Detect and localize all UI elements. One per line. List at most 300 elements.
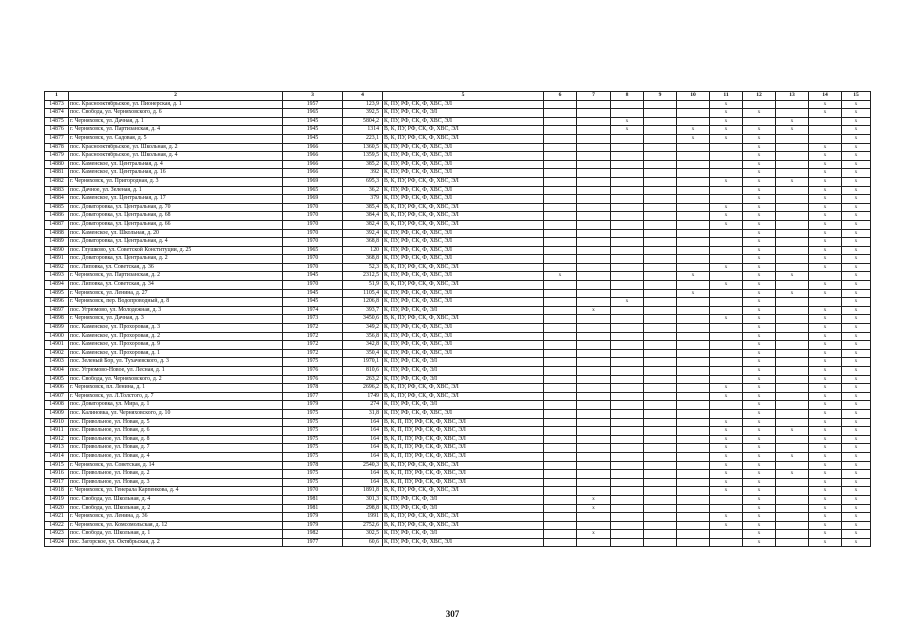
table-row bbox=[45, 177, 871, 186]
systems-cell: К, ПУ, РФ, СК, Ф, ХВС, ЭЛ bbox=[383, 272, 544, 281]
address-cell: пос. Доваторовка, ул. Мира, д. 1 bbox=[69, 401, 283, 410]
mark-cell-col-13 bbox=[776, 375, 809, 384]
mark-cell-col-8 bbox=[611, 418, 644, 427]
table-header-row bbox=[45, 92, 871, 101]
mark-cell-col-10: х bbox=[677, 272, 710, 281]
mark-cell-col-13 bbox=[776, 315, 809, 324]
row-number-cell: 14900 bbox=[45, 332, 69, 341]
mark-cell-col-12: х bbox=[743, 126, 776, 135]
mark-cell-col-10 bbox=[677, 186, 710, 195]
mark-cell-col-14: х bbox=[809, 487, 842, 496]
column-header-13: 13 bbox=[776, 92, 809, 101]
row-number-cell: 14891 bbox=[45, 255, 69, 264]
address-cell: пос. Каменское, ул. Центральная, д. 16 bbox=[69, 169, 283, 178]
mark-cell-col-7 bbox=[577, 461, 611, 470]
table-row bbox=[45, 478, 871, 487]
mark-cell-col-12: х bbox=[743, 444, 776, 453]
mark-cell-col-8 bbox=[611, 246, 644, 255]
mark-cell-col-11 bbox=[710, 409, 743, 418]
systems-cell: В, К, ПУ, РФ, СК, Ф, ХВС, ЭЛ bbox=[383, 134, 544, 143]
systems-cell: К, ПУ, РФ, СК, Ф, ХВС, ЭЛ bbox=[383, 255, 544, 264]
column-header-6: 6 bbox=[544, 92, 577, 101]
mark-cell-col-15: х bbox=[842, 461, 871, 470]
year-cell: 1975 bbox=[283, 478, 343, 487]
area-cell: 349,2 bbox=[343, 324, 383, 333]
mark-cell-col-11 bbox=[710, 332, 743, 341]
mark-cell-col-15: х bbox=[842, 367, 871, 376]
mark-cell-col-11: х bbox=[710, 418, 743, 427]
mark-cell-col-6 bbox=[544, 427, 577, 436]
row-number-cell: 14898 bbox=[45, 315, 69, 324]
address-cell: г. Черняховск, ул. Генерала Карпенкова, д. 4 bbox=[69, 487, 283, 496]
systems-cell: В, К, ПУ, РФ, СК, Ф, ХВС, ЭЛ bbox=[383, 177, 544, 186]
mark-cell-col-11: х bbox=[710, 220, 743, 229]
mark-cell-col-10 bbox=[677, 195, 710, 204]
mark-cell-col-7 bbox=[577, 427, 611, 436]
mark-cell-col-7 bbox=[577, 195, 611, 204]
address-cell: г. Черняховск, ул. Л.Толстого, д. 7 bbox=[69, 392, 283, 401]
mark-cell-col-12: х bbox=[743, 461, 776, 470]
year-cell: 1970 bbox=[283, 255, 343, 264]
mark-cell-col-6 bbox=[544, 281, 577, 290]
address-cell: пос. Каменское, ул. Центральная, д. 17 bbox=[69, 195, 283, 204]
address-cell: г. Черняховск, ул. Комсомольская, д. 12 bbox=[69, 521, 283, 530]
mark-cell-col-14 bbox=[809, 117, 842, 126]
mark-cell-col-12: х bbox=[743, 513, 776, 522]
systems-cell: В, К, П, ПУ, РФ, СК, Ф, ХВС, ЭЛ bbox=[383, 452, 544, 461]
mark-cell-col-6 bbox=[544, 289, 577, 298]
mark-cell-col-7 bbox=[577, 435, 611, 444]
table-row bbox=[45, 504, 871, 513]
table-row bbox=[45, 358, 871, 367]
area-cell: 1991 bbox=[343, 513, 383, 522]
column-header-1: 1 bbox=[45, 92, 69, 101]
table-row bbox=[45, 100, 871, 109]
table-row bbox=[45, 203, 871, 212]
year-cell: 1957 bbox=[283, 100, 343, 109]
mark-cell-col-15: х bbox=[842, 220, 871, 229]
mark-cell-col-13 bbox=[776, 332, 809, 341]
mark-cell-col-12: х bbox=[743, 203, 776, 212]
mark-cell-col-11 bbox=[710, 160, 743, 169]
mark-cell-col-13 bbox=[776, 418, 809, 427]
address-cell: г. Черняховск, пер. Водопроводный, д. 8 bbox=[69, 298, 283, 307]
mark-cell-col-14: х bbox=[809, 444, 842, 453]
mark-cell-col-15: х bbox=[842, 315, 871, 324]
mark-cell-col-14: х bbox=[809, 435, 842, 444]
year-cell: 1970 bbox=[283, 487, 343, 496]
systems-cell: В, К, ПУ, РФ, СК, Ф, ХВС, ЭЛ bbox=[383, 281, 544, 290]
table-row bbox=[45, 195, 871, 204]
mark-cell-col-11 bbox=[710, 143, 743, 152]
mark-cell-col-9 bbox=[644, 212, 677, 221]
table-row bbox=[45, 169, 871, 178]
mark-cell-col-15: х bbox=[842, 177, 871, 186]
systems-cell: В, К, ПУ, РФ, СК, Ф, ХВС, ЭЛ bbox=[383, 263, 544, 272]
mark-cell-col-11 bbox=[710, 504, 743, 513]
area-cell: 2312,5 bbox=[343, 272, 383, 281]
mark-cell-col-7 bbox=[577, 349, 611, 358]
mark-cell-col-10 bbox=[677, 117, 710, 126]
address-cell: пос. Привольное, ул. Новая, д. 7 bbox=[69, 444, 283, 453]
mark-cell-col-13 bbox=[776, 281, 809, 290]
mark-cell-col-15: х bbox=[842, 272, 871, 281]
row-number-cell: 14874 bbox=[45, 109, 69, 118]
year-cell: 1975 bbox=[283, 470, 343, 479]
mark-cell-col-6 bbox=[544, 109, 577, 118]
mark-cell-col-6 bbox=[544, 384, 577, 393]
mark-cell-col-8 bbox=[611, 341, 644, 350]
area-cell: 164 bbox=[343, 427, 383, 436]
mark-cell-col-14: х bbox=[809, 409, 842, 418]
mark-cell-col-9 bbox=[644, 409, 677, 418]
address-cell: пос. Загорское, ул. Октябрьская, д. 2 bbox=[69, 538, 283, 547]
year-cell: 1970 bbox=[283, 212, 343, 221]
mark-cell-col-14: х bbox=[809, 220, 842, 229]
row-number-cell: 14919 bbox=[45, 495, 69, 504]
year-cell: 1973 bbox=[283, 315, 343, 324]
mark-cell-col-9 bbox=[644, 315, 677, 324]
address-cell: г. Черняховск, ул. Советская, д. 14 bbox=[69, 461, 283, 470]
area-cell: 164 bbox=[343, 452, 383, 461]
mark-cell-col-8 bbox=[611, 152, 644, 161]
mark-cell-col-12: х bbox=[743, 246, 776, 255]
mark-cell-col-11: х bbox=[710, 281, 743, 290]
mark-cell-col-9 bbox=[644, 384, 677, 393]
mark-cell-col-13 bbox=[776, 384, 809, 393]
mark-cell-col-11 bbox=[710, 324, 743, 333]
table-row bbox=[45, 409, 871, 418]
mark-cell-col-8 bbox=[611, 186, 644, 195]
mark-cell-col-11: х bbox=[710, 134, 743, 143]
mark-cell-col-11: х bbox=[710, 392, 743, 401]
column-header-10: 10 bbox=[677, 92, 710, 101]
mark-cell-col-14 bbox=[809, 126, 842, 135]
mark-cell-col-14: х bbox=[809, 177, 842, 186]
mark-cell-col-9 bbox=[644, 487, 677, 496]
year-cell: 1972 bbox=[283, 349, 343, 358]
mark-cell-col-14: х bbox=[809, 332, 842, 341]
mark-cell-col-10 bbox=[677, 375, 710, 384]
mark-cell-col-14: х bbox=[809, 263, 842, 272]
area-cell: 3450,6 bbox=[343, 315, 383, 324]
mark-cell-col-10 bbox=[677, 401, 710, 410]
mark-cell-col-11: х bbox=[710, 109, 743, 118]
address-cell: пос. Краснооктябрьское, ул. Школьная, д. 4 bbox=[69, 152, 283, 161]
mark-cell-col-6 bbox=[544, 246, 577, 255]
area-cell: 1206,8 bbox=[343, 298, 383, 307]
row-number-cell: 14897 bbox=[45, 306, 69, 315]
mark-cell-col-10 bbox=[677, 427, 710, 436]
systems-cell: В, К, ПУ, РФ, СК, Ф, ХВС, ЭЛ bbox=[383, 384, 544, 393]
mark-cell-col-15: х bbox=[842, 281, 871, 290]
mark-cell-col-8: х bbox=[611, 117, 644, 126]
table-row bbox=[45, 418, 871, 427]
mark-cell-col-11: х bbox=[710, 126, 743, 135]
table-row bbox=[45, 212, 871, 221]
mark-cell-col-7 bbox=[577, 401, 611, 410]
area-cell: 36,2 bbox=[343, 186, 383, 195]
row-number-cell: 14873 bbox=[45, 100, 69, 109]
address-cell: пос. Каменское, ул. Прохоровая, д. 3 bbox=[69, 324, 283, 333]
mark-cell-col-6 bbox=[544, 177, 577, 186]
row-number-cell: 14918 bbox=[45, 487, 69, 496]
mark-cell-col-10 bbox=[677, 461, 710, 470]
mark-cell-col-6 bbox=[544, 134, 577, 143]
table-row bbox=[45, 306, 871, 315]
address-cell: пос. Калиновка, ул. Черняховского, д. 10 bbox=[69, 409, 283, 418]
mark-cell-col-8 bbox=[611, 521, 644, 530]
year-cell: 1975 bbox=[283, 418, 343, 427]
systems-cell: К, ПУ, РФ, СК, Ф, ЭЛ bbox=[383, 401, 544, 410]
year-cell: 1982 bbox=[283, 530, 343, 539]
row-number-cell: 14911 bbox=[45, 427, 69, 436]
row-number-cell: 14879 bbox=[45, 152, 69, 161]
mark-cell-col-12: х bbox=[743, 435, 776, 444]
mark-cell-col-14: х bbox=[809, 315, 842, 324]
mark-cell-col-9 bbox=[644, 246, 677, 255]
mark-cell-col-15: х bbox=[842, 195, 871, 204]
mark-cell-col-12: х bbox=[743, 521, 776, 530]
mark-cell-col-14: х bbox=[809, 530, 842, 539]
mark-cell-col-8 bbox=[611, 401, 644, 410]
mark-cell-col-6 bbox=[544, 418, 577, 427]
mark-cell-col-9 bbox=[644, 177, 677, 186]
mark-cell-col-6 bbox=[544, 126, 577, 135]
systems-cell: В, К, ПУ, РФ, СК, Ф, ХВС, ЭЛ bbox=[383, 220, 544, 229]
year-cell: 1975 bbox=[283, 409, 343, 418]
area-cell: 368,8 bbox=[343, 255, 383, 264]
mark-cell-col-8 bbox=[611, 272, 644, 281]
systems-cell: К, ПУ, РФ, СК, Ф, ЭЛ bbox=[383, 358, 544, 367]
year-cell: 1977 bbox=[283, 538, 343, 547]
mark-cell-col-6 bbox=[544, 435, 577, 444]
mark-cell-col-14: х bbox=[809, 358, 842, 367]
mark-cell-col-11 bbox=[710, 538, 743, 547]
mark-cell-col-9 bbox=[644, 401, 677, 410]
column-header-12: 12 bbox=[743, 92, 776, 101]
year-cell: 1945 bbox=[283, 134, 343, 143]
mark-cell-col-6 bbox=[544, 306, 577, 315]
year-cell: 1970 bbox=[283, 263, 343, 272]
mark-cell-col-12 bbox=[743, 100, 776, 109]
address-cell: г. Черняховск, ул. Ленина, д. 36 bbox=[69, 513, 283, 522]
systems-cell: К, ПУ, РФ, СК, Ф, ХВС, ЭЛ bbox=[383, 169, 544, 178]
year-cell: 1976 bbox=[283, 367, 343, 376]
row-number-cell: 14899 bbox=[45, 324, 69, 333]
mark-cell-col-13 bbox=[776, 461, 809, 470]
row-number-cell: 14892 bbox=[45, 263, 69, 272]
mark-cell-col-12: х bbox=[743, 401, 776, 410]
row-number-cell: 14913 bbox=[45, 444, 69, 453]
mark-cell-col-8 bbox=[611, 470, 644, 479]
mark-cell-col-11: х bbox=[710, 470, 743, 479]
mark-cell-col-9 bbox=[644, 332, 677, 341]
mark-cell-col-14: х bbox=[809, 349, 842, 358]
area-cell: 52,3 bbox=[343, 263, 383, 272]
address-cell: г. Черняховск, ул. Пригородная, д. 3 bbox=[69, 177, 283, 186]
mark-cell-col-6 bbox=[544, 315, 577, 324]
mark-cell-col-10 bbox=[677, 513, 710, 522]
mark-cell-col-11: х bbox=[710, 487, 743, 496]
mark-cell-col-13: х bbox=[776, 452, 809, 461]
mark-cell-col-7: х bbox=[577, 530, 611, 539]
mark-cell-col-9 bbox=[644, 143, 677, 152]
mark-cell-col-14: х bbox=[809, 418, 842, 427]
mark-cell-col-9 bbox=[644, 263, 677, 272]
mark-cell-col-15: х bbox=[842, 470, 871, 479]
address-cell: пос. Каменское, ул. Прохоровая, д. 1 bbox=[69, 349, 283, 358]
systems-cell: К, ПУ, РФ, СК, Ф, ХВС, ЭЛ bbox=[383, 341, 544, 350]
area-cell: 263,2 bbox=[343, 375, 383, 384]
year-cell: 1972 bbox=[283, 341, 343, 350]
mark-cell-col-8 bbox=[611, 100, 644, 109]
mark-cell-col-8 bbox=[611, 358, 644, 367]
area-cell: 1360,5 bbox=[343, 143, 383, 152]
mark-cell-col-12: х bbox=[743, 332, 776, 341]
mark-cell-col-13 bbox=[776, 392, 809, 401]
systems-cell: В, К, ПУ, РФ, СК, Ф, ХВС, ЭЛ bbox=[383, 521, 544, 530]
mark-cell-col-9 bbox=[644, 203, 677, 212]
mark-cell-col-8 bbox=[611, 289, 644, 298]
mark-cell-col-14: х bbox=[809, 160, 842, 169]
mark-cell-col-15: х bbox=[842, 418, 871, 427]
mark-cell-col-12: х bbox=[743, 212, 776, 221]
mark-cell-col-11: х bbox=[710, 435, 743, 444]
mark-cell-col-8 bbox=[611, 229, 644, 238]
mark-cell-col-8 bbox=[611, 332, 644, 341]
mark-cell-col-11 bbox=[710, 375, 743, 384]
mark-cell-col-8 bbox=[611, 238, 644, 247]
systems-cell: К, ПУ, РФ, СК, Ф, ХВС, ЭЛ bbox=[383, 349, 544, 358]
year-cell: 1976 bbox=[283, 375, 343, 384]
area-cell: 350,4 bbox=[343, 349, 383, 358]
mark-cell-col-12: х bbox=[743, 495, 776, 504]
address-cell: г. Черняховск, ул. Садовая, д. 5 bbox=[69, 134, 283, 143]
mark-cell-col-15: х bbox=[842, 358, 871, 367]
mark-cell-col-15: х bbox=[842, 134, 871, 143]
address-cell: пос. Свобода, ул. Школьная, д. 1 bbox=[69, 530, 283, 539]
area-cell: 5804,2 bbox=[343, 117, 383, 126]
mark-cell-col-10 bbox=[677, 538, 710, 547]
table-row bbox=[45, 186, 871, 195]
mark-cell-col-6 bbox=[544, 263, 577, 272]
mark-cell-col-10 bbox=[677, 220, 710, 229]
mark-cell-col-12: х bbox=[743, 418, 776, 427]
mark-cell-col-8 bbox=[611, 538, 644, 547]
area-cell: 223,1 bbox=[343, 134, 383, 143]
area-cell: 393,7 bbox=[343, 306, 383, 315]
mark-cell-col-10 bbox=[677, 263, 710, 272]
mark-cell-col-12: х bbox=[743, 177, 776, 186]
mark-cell-col-13 bbox=[776, 212, 809, 221]
mark-cell-col-6 bbox=[544, 461, 577, 470]
mark-cell-col-8 bbox=[611, 504, 644, 513]
mark-cell-col-13 bbox=[776, 367, 809, 376]
mark-cell-col-8 bbox=[611, 384, 644, 393]
mark-cell-col-6 bbox=[544, 504, 577, 513]
mark-cell-col-15: х bbox=[842, 495, 871, 504]
mark-cell-col-13: х bbox=[776, 117, 809, 126]
table-row bbox=[45, 238, 871, 247]
mark-cell-col-15: х bbox=[842, 143, 871, 152]
mark-cell-col-8 bbox=[611, 427, 644, 436]
mark-cell-col-7 bbox=[577, 513, 611, 522]
mark-cell-col-6 bbox=[544, 401, 577, 410]
mark-cell-col-15: х bbox=[842, 203, 871, 212]
year-cell: 1970 bbox=[283, 238, 343, 247]
mark-cell-col-8 bbox=[611, 195, 644, 204]
mark-cell-col-11 bbox=[710, 195, 743, 204]
mark-cell-col-7 bbox=[577, 375, 611, 384]
systems-cell: К, ПУ, РФ, СК, Ф, ХВС, ЭЛ bbox=[383, 117, 544, 126]
table-row bbox=[45, 392, 871, 401]
mark-cell-col-8 bbox=[611, 452, 644, 461]
year-cell: 1972 bbox=[283, 332, 343, 341]
mark-cell-col-14: х bbox=[809, 324, 842, 333]
mark-cell-col-9 bbox=[644, 418, 677, 427]
mark-cell-col-9 bbox=[644, 186, 677, 195]
mark-cell-col-10 bbox=[677, 452, 710, 461]
row-number-cell: 14883 bbox=[45, 186, 69, 195]
year-cell: 1970 bbox=[283, 203, 343, 212]
systems-cell: К, ПУ, РФ, СК, Ф, ЭЛ bbox=[383, 109, 544, 118]
mark-cell-col-6 bbox=[544, 238, 577, 247]
mark-cell-col-13 bbox=[776, 324, 809, 333]
mark-cell-col-12: х bbox=[743, 375, 776, 384]
mark-cell-col-12: х bbox=[743, 315, 776, 324]
mark-cell-col-15: х bbox=[842, 435, 871, 444]
area-cell: 342,8 bbox=[343, 341, 383, 350]
mark-cell-col-14: х bbox=[809, 229, 842, 238]
column-header-11: 11 bbox=[710, 92, 743, 101]
mark-cell-col-8 bbox=[611, 324, 644, 333]
mark-cell-col-13 bbox=[776, 538, 809, 547]
mark-cell-col-8 bbox=[611, 367, 644, 376]
year-cell: 1945 bbox=[283, 117, 343, 126]
row-number-cell: 14916 bbox=[45, 470, 69, 479]
mark-cell-col-14: х bbox=[809, 100, 842, 109]
mark-cell-col-12: х bbox=[743, 427, 776, 436]
year-cell: 1972 bbox=[283, 324, 343, 333]
mark-cell-col-9 bbox=[644, 306, 677, 315]
row-number-cell: 14910 bbox=[45, 418, 69, 427]
mark-cell-col-10 bbox=[677, 177, 710, 186]
area-cell: 392 bbox=[343, 169, 383, 178]
mark-cell-col-9 bbox=[644, 298, 677, 307]
mark-cell-col-6 bbox=[544, 117, 577, 126]
address-cell: пос. Доваторовка, ул. Центральная, д. 2 bbox=[69, 255, 283, 264]
systems-cell: К, ПУ, РФ, СК, Ф, ХВС, ЭЛ bbox=[383, 324, 544, 333]
address-cell: пос. Липовка, ул. Советская, д. 36 bbox=[69, 263, 283, 272]
area-cell: 31,8 bbox=[343, 409, 383, 418]
mark-cell-col-11: х bbox=[710, 521, 743, 530]
mark-cell-col-9 bbox=[644, 100, 677, 109]
mark-cell-col-8 bbox=[611, 255, 644, 264]
systems-cell: К, ПУ, РФ, СК, Ф, ЭЛ bbox=[383, 495, 544, 504]
mark-cell-col-9 bbox=[644, 504, 677, 513]
mark-cell-col-11 bbox=[710, 495, 743, 504]
systems-cell: В, К, П, ПУ, РФ, СК, Ф, ХВС, ЭЛ bbox=[383, 418, 544, 427]
mark-cell-col-11 bbox=[710, 530, 743, 539]
mark-cell-col-9 bbox=[644, 255, 677, 264]
mark-cell-col-12 bbox=[743, 117, 776, 126]
address-cell: пос. Глушково, ул. Советской Конституции, д. 25 bbox=[69, 246, 283, 255]
systems-cell: К, ПУ, РФ, СК, Ф, ХВС, ЭЛ bbox=[383, 229, 544, 238]
mark-cell-col-7 bbox=[577, 384, 611, 393]
address-cell: пос. Краснооктябрьское, ул. Школьная, д. 2 bbox=[69, 143, 283, 152]
mark-cell-col-12: х bbox=[743, 143, 776, 152]
